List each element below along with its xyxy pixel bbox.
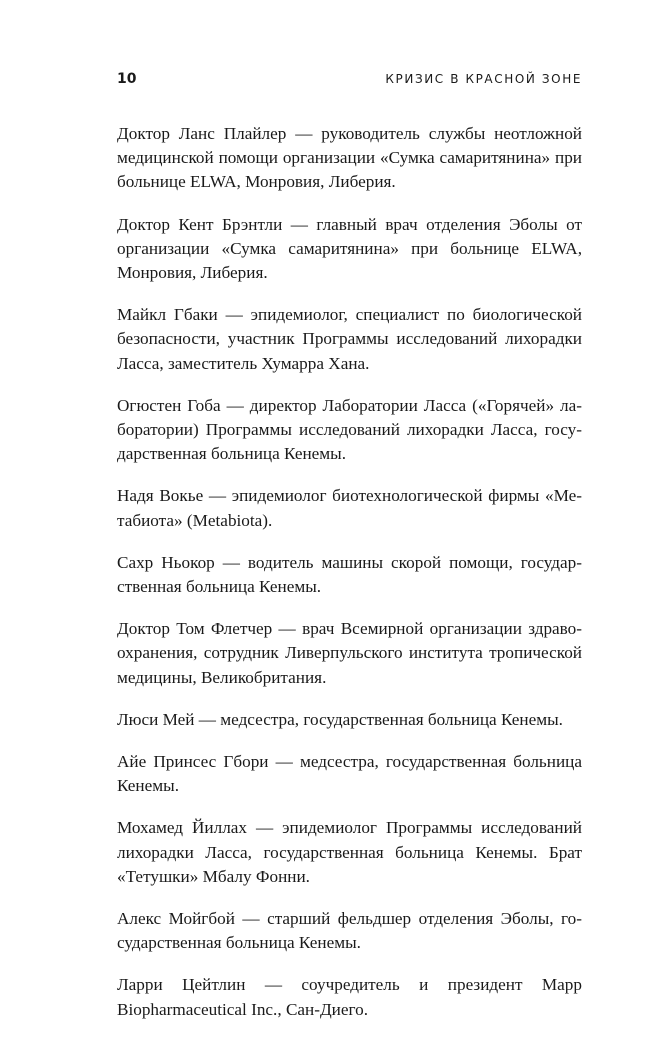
entry-paragraph: Огюстен Гоба — директор Лаборатории Ласса («Горячей» лаборатории) Программы исследований лихорадки Ласса, государственная больница Кенемы. [117,395,582,464]
entry-paragraph: Мохамед Йиллах — эпидемиолог Программы исследований лихорадки Ласса, государственная больница Кенемы. Брат «Тетушки» Мбалу Фонни. [117,818,582,886]
entry-paragraph: Надя Вокье — эпидемиолог биотехнологической фирмы «Метабиота» (Metabiota). [117,486,582,530]
entry-paragraph: Доктор Кент Брэнтли — главный врач отделения Эболы от организации «Сумка самаритянина» при больнице ELWA, Монровия, Либерия. [117,214,582,283]
page-number: 10 [117,71,137,87]
entry-paragraph: Алекс Мойгбой — старший фельдшер отделения Эболы, государственная больница Кенемы. [117,909,582,953]
entry-paragraph: Люси Мей — медсестра, государственная больница Кенемы. [117,709,563,729]
page-header [117,71,582,91]
entry-paragraph: Доктор Ланс Плайлер — руководитель службы неотложной медицинской помощи организации «Сумка самаритянина» при больнице ELWA, Монровия, Либерия. [117,124,582,192]
entry-paragraph: Доктор Том Флетчер — врач Всемирной организации здравоохранения, сотрудник Ливерпульского института тропической медицины, Великобритания. [117,619,582,687]
running-title: КРИЗИС В КРАСНОЙ ЗОНЕ [385,72,582,86]
entry-paragraph: Сахр Ньокор — водитель машины скорой помощи, государственная больница Кенемы. [117,552,582,597]
entry-paragraph: Майкл Гбаки — эпидемиолог, специалист по биологической безопасности, участник Программы исследований лихорадки Ласса, заместитель Хумарра Хана. [117,305,582,373]
body-text [117,122,582,1040]
entry-paragraph: Айе Принсес Гбори — медсестра, государственная больница Кенемы. [117,752,582,796]
entry-paragraph: Ларри Цейтлин — соучредитель и президент Mapp Biopharmaceutical Inc., Сан-Диего. [117,975,582,1019]
